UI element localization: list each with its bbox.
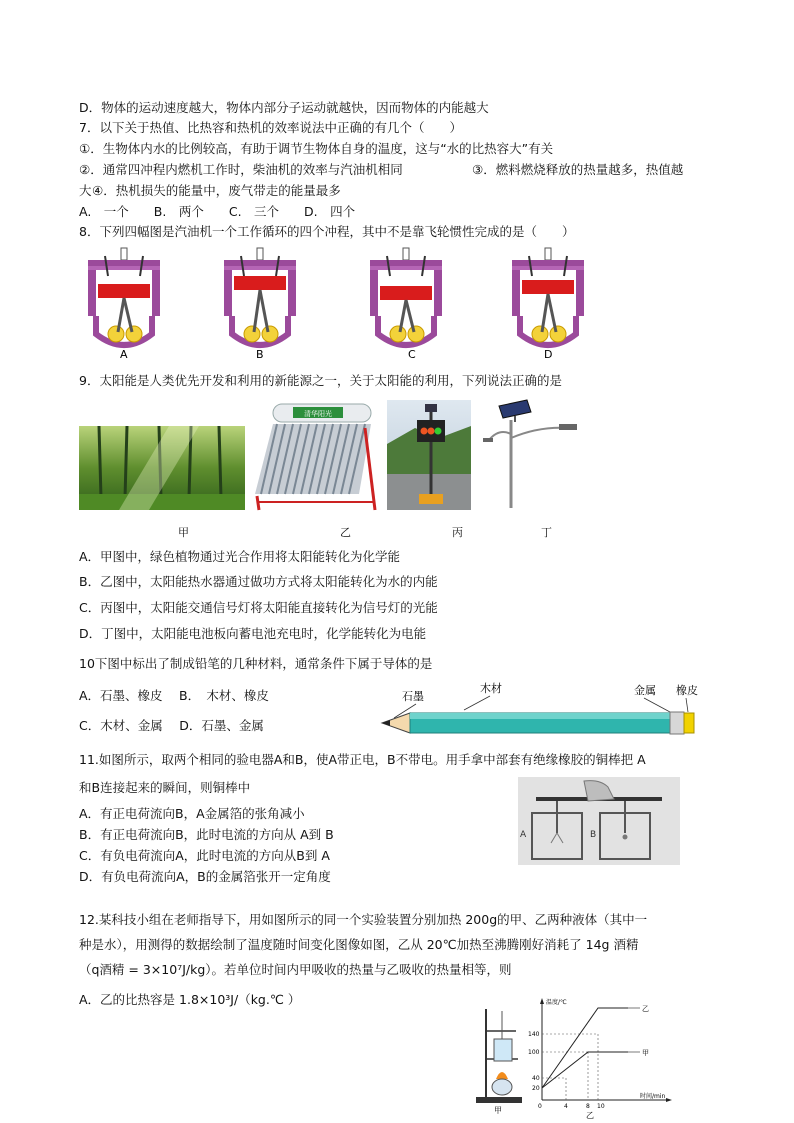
q10-options-cd: C．木材、金属 D．石墨、金属 (79, 718, 264, 733)
pencil-label-wood: 木材 (480, 682, 502, 695)
graph-ytick-40: 40 (532, 1075, 540, 1082)
caption-bing: 丙 (452, 526, 463, 539)
q11-stem-line1: 11.如图所示，取两个相同的验电器A和B，使A带正电，B不带电。用手拿中部套有绝缘橡胶的铜棒把 A (79, 752, 646, 767)
caption-jia: 甲 (178, 526, 189, 539)
engine-label-a: A (120, 348, 128, 361)
graph-caption: 乙 (586, 1111, 594, 1120)
graph-ytick-100: 100 (528, 1049, 540, 1056)
q7-options: A. 一个 B. 两个 C. 三个 D. 四个 (79, 204, 356, 219)
q11-option-b: B．有正电荷流向B，此时电流的方向从 A到 B (79, 827, 334, 842)
apparatus-caption: 甲 (494, 1106, 502, 1115)
electroscope-label-a: A (520, 830, 527, 840)
graph-ytick-20: 20 (532, 1085, 540, 1092)
heater-brand-label: 清华阳光 (304, 410, 332, 418)
graph-xtick-10: 10 (597, 1103, 605, 1110)
graph-xtick-4: 4 (564, 1103, 568, 1110)
engine-label-c: C (408, 348, 416, 361)
graph-ylabel: 温度/℃ (546, 999, 567, 1006)
graph-series-yi: 乙 (642, 1005, 649, 1013)
pencil-figure (380, 678, 698, 738)
q9-option-a: A．甲图中，绿色植物通过光合作用将太阳能转化为化学能 (79, 549, 401, 564)
q9-option-d: D．丁图中，太阳能电池板向蓄电池充电时，化学能转化为电能 (79, 626, 427, 641)
solar-traffic-light (387, 400, 471, 510)
q8-stem: 8．下列四幅图是汽油机一个工作循环的四个冲程，其中不是靠飞轮惯性完成的是（ ） (79, 224, 575, 239)
pencil-label-graphite: 石墨 (402, 690, 424, 703)
q11-option-d: D．有负电荷流向A，B的金属箔张开一定角度 (79, 869, 331, 884)
q7-statement-3: ③．燃料燃烧释放的热量越多，热值越 (472, 162, 684, 177)
q10-options-ab: A．石墨、橡皮 B． 木材、橡皮 (79, 688, 269, 703)
engine-label-b: B (256, 348, 264, 361)
graph-ytick-140: 140 (528, 1031, 540, 1038)
q12-stem-line1: 12.某科技小组在老师指导下，用如图所示的同一个实验装置分别加热 200g的甲、乙两种液体（其中一 (79, 912, 648, 927)
q11-stem-line2: 和B连接起来的瞬间，则铜棒中 (79, 780, 251, 795)
q12-option-a: A．乙的比热容是 1.8×10³J/（kg.℃ ） (79, 992, 301, 1007)
q11-option-a: A．有正电荷流向B，A金属箔的张角减小 (79, 806, 305, 821)
pencil-label-rubber: 橡皮 (676, 684, 698, 697)
q12-stem-line3: （q酒精 = 3×10⁷J/kg）。若单位时间内甲吸收的热量与乙吸收的热量相等，则 (79, 962, 512, 977)
q7-statement-2: ②．通常四冲程内燃机工作时，柴油机的效率与汽油机相同 (79, 162, 403, 177)
q7-statement-4: ④．热机损失的能量中，废气带走的能量最多 (92, 183, 341, 198)
electroscope-figure (518, 777, 680, 865)
engine-strokes-figure (80, 246, 680, 364)
graph-series-jia: 甲 (642, 1049, 649, 1057)
solar-figures (79, 398, 579, 516)
heating-apparatus-figure (470, 1003, 528, 1115)
q12-stem-line2: 种是水），用测得的数据绘制了温度随时间变化图像如图，乙从 20℃加热至沸腾刚好消耗了 14g 酒精 (79, 937, 639, 952)
solar-street-lamp (483, 400, 577, 508)
solar-water-heater (255, 404, 375, 510)
q10-stem: 10下图中标出了制成铅笔的几种材料，通常条件下属于导体的是 (79, 656, 433, 671)
q9-stem: 9．太阳能是人类优先开发和利用的新能源之一，关于太阳能的利用，下列说法正确的是 (79, 373, 562, 388)
q7-stem: 7．以下关于热值、比热容和热机的效率说法中正确的有几个（ ） (79, 120, 462, 135)
forest-photo (79, 426, 245, 510)
engine-label-d: D (544, 348, 553, 361)
temperature-time-graph (528, 996, 674, 1120)
caption-yi: 乙 (340, 526, 351, 539)
caption-ding: 丁 (541, 526, 552, 539)
q9-option-b: B．乙图中，太阳能热水器通过做功方式将太阳能转化为水的内能 (79, 574, 438, 589)
q9-option-c: C．丙图中，太阳能交通信号灯将太阳能直接转化为信号灯的光能 (79, 600, 438, 615)
graph-xlabel: 时间/min (640, 1093, 666, 1100)
q7-statement-3-end: 大 (79, 183, 92, 198)
graph-xtick-0: 0 (538, 1103, 542, 1110)
q7-statement-1: ①．生物体内水的比例较高，有助于调节生物体自身的温度，这与“水的比热容大”有关 (79, 141, 554, 156)
pencil-label-metal: 金属 (634, 684, 656, 697)
graph-xtick-8: 8 (586, 1103, 590, 1110)
q-prev-option-d: D．物体的运动速度越大，物体内部分子运动就越快，因而物体的内能越大 (79, 100, 489, 115)
q11-option-c: C．有负电荷流向A，此时电流的方向从B到 A (79, 848, 330, 863)
electroscope-label-b: B (590, 830, 597, 840)
